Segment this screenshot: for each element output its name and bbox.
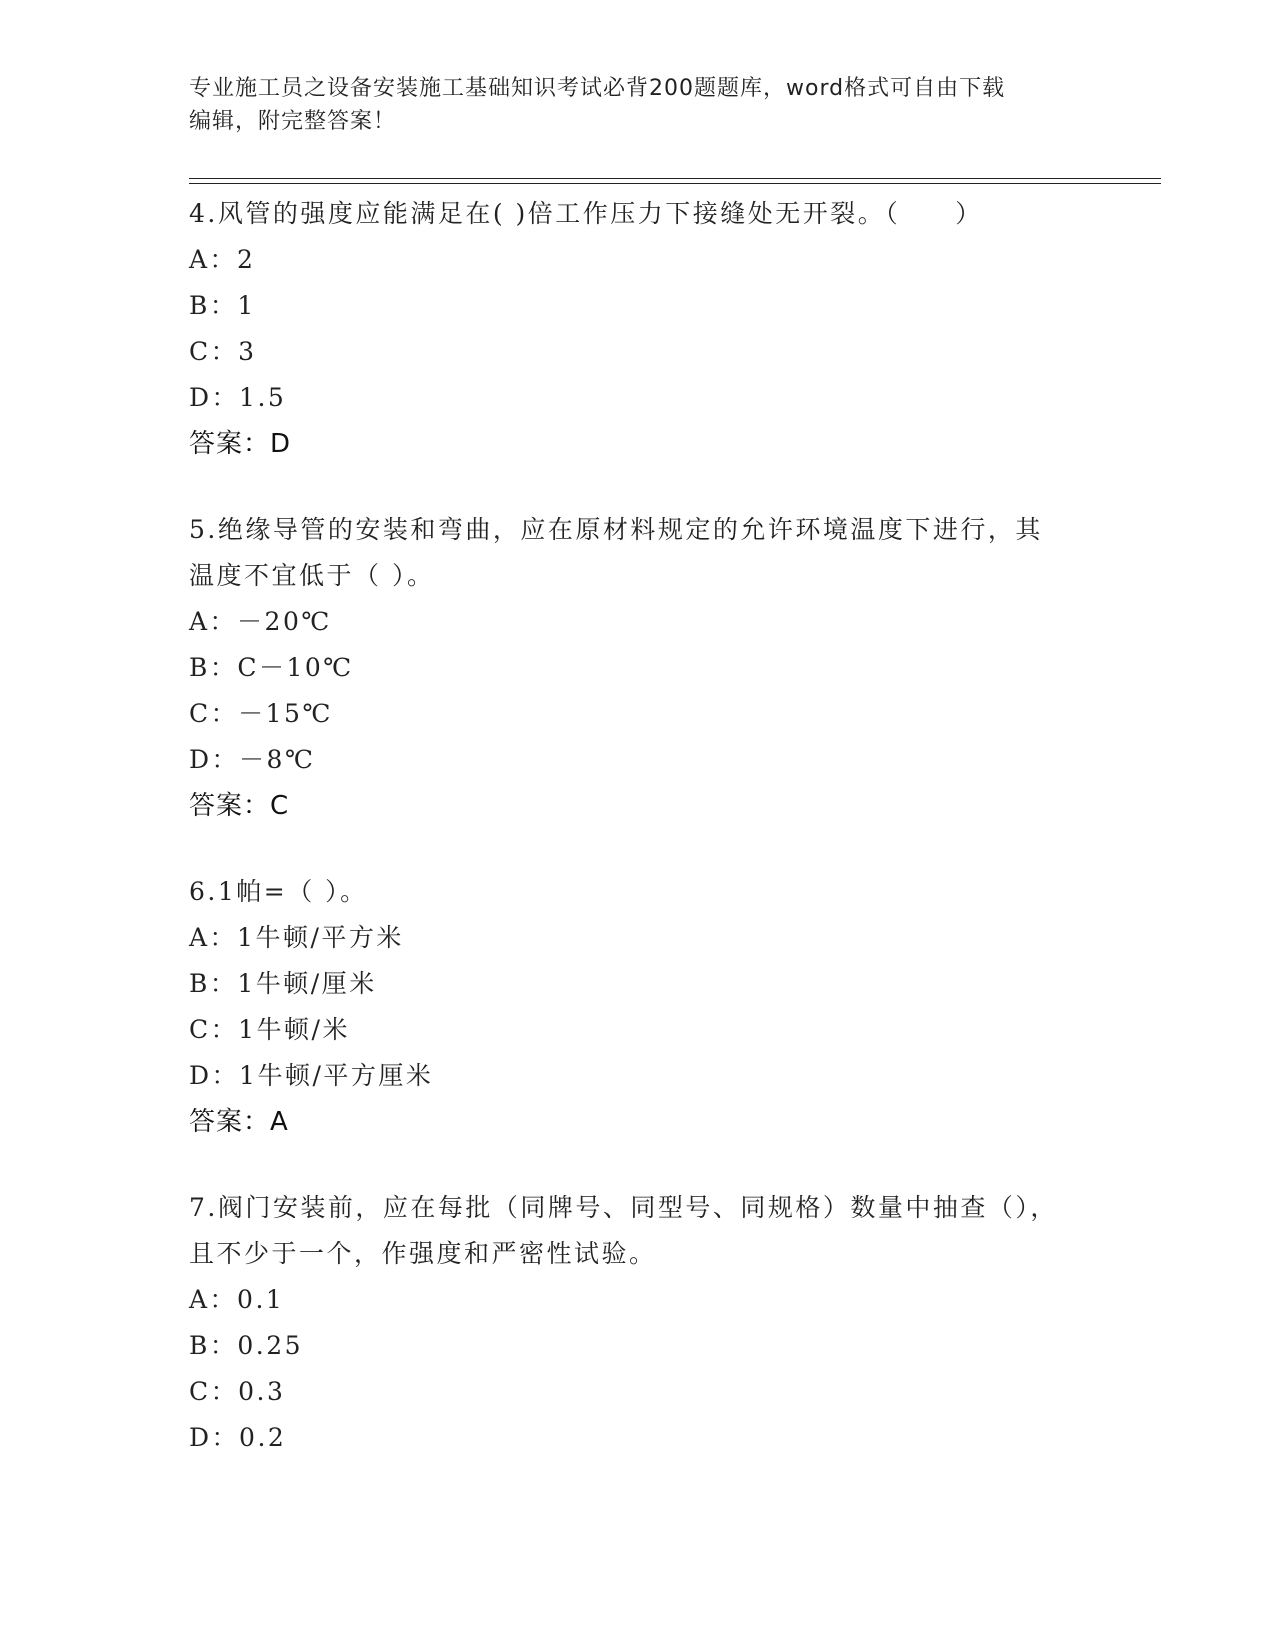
header-line-1: 专业施工员之设备安装施工基础知识考试必背200题题库，word格式可自由下载 xyxy=(189,76,1006,101)
option-b: B：C－10℃ xyxy=(189,653,354,682)
option-d: D：1.5 xyxy=(189,383,287,412)
option-a: A：1牛顿/平方米 xyxy=(189,923,404,952)
option-a: A：0.1 xyxy=(189,1285,285,1314)
header-divider-top xyxy=(189,178,1161,179)
question-list xyxy=(189,191,1089,1501)
header-line-2: 编辑，附完整答案！ xyxy=(189,109,397,134)
option-c: C：0.3 xyxy=(189,1377,286,1406)
option-a: A：－20℃ xyxy=(189,607,332,636)
option-c: C：3 xyxy=(189,337,257,366)
question-stem: 7.阀门安装前，应在每批（同牌号、同型号、同规格）数量中抽查（），且不少于一个，作强度和严密性试验。 xyxy=(189,1193,1058,1268)
question-stem: 6.1帕=（ ）。 xyxy=(189,877,368,906)
question-stem: 4.风管的强度应能满足在( )倍工作压力下接缝处无开裂。（ ） xyxy=(189,199,983,228)
question-stem: 5.绝缘导管的安装和弯曲，应在原材料规定的允许环境温度下进行，其温度不宜低于（ ）。 xyxy=(189,515,1043,590)
option-d: D：0.2 xyxy=(189,1423,287,1452)
answer-line: 答案：A xyxy=(189,1107,289,1137)
question-5 xyxy=(189,507,1089,829)
option-b: B：1 xyxy=(189,291,256,320)
question-6 xyxy=(189,869,1089,1145)
answer-line: 答案：D xyxy=(189,429,292,459)
document-header xyxy=(189,72,1089,138)
option-a: A：2 xyxy=(189,245,256,274)
question-4 xyxy=(189,191,1089,467)
option-c: C：－15℃ xyxy=(189,699,333,728)
option-d: D：－8℃ xyxy=(189,745,316,774)
question-7 xyxy=(189,1185,1089,1461)
option-b: B：1牛顿/厘米 xyxy=(189,969,377,998)
option-b: B：0.25 xyxy=(189,1331,304,1360)
answer-line: 答案：C xyxy=(189,791,290,821)
header-divider-bottom xyxy=(189,183,1161,184)
option-d: D：1牛顿/平方厘米 xyxy=(189,1061,434,1090)
option-c: C：1牛顿/米 xyxy=(189,1015,350,1044)
